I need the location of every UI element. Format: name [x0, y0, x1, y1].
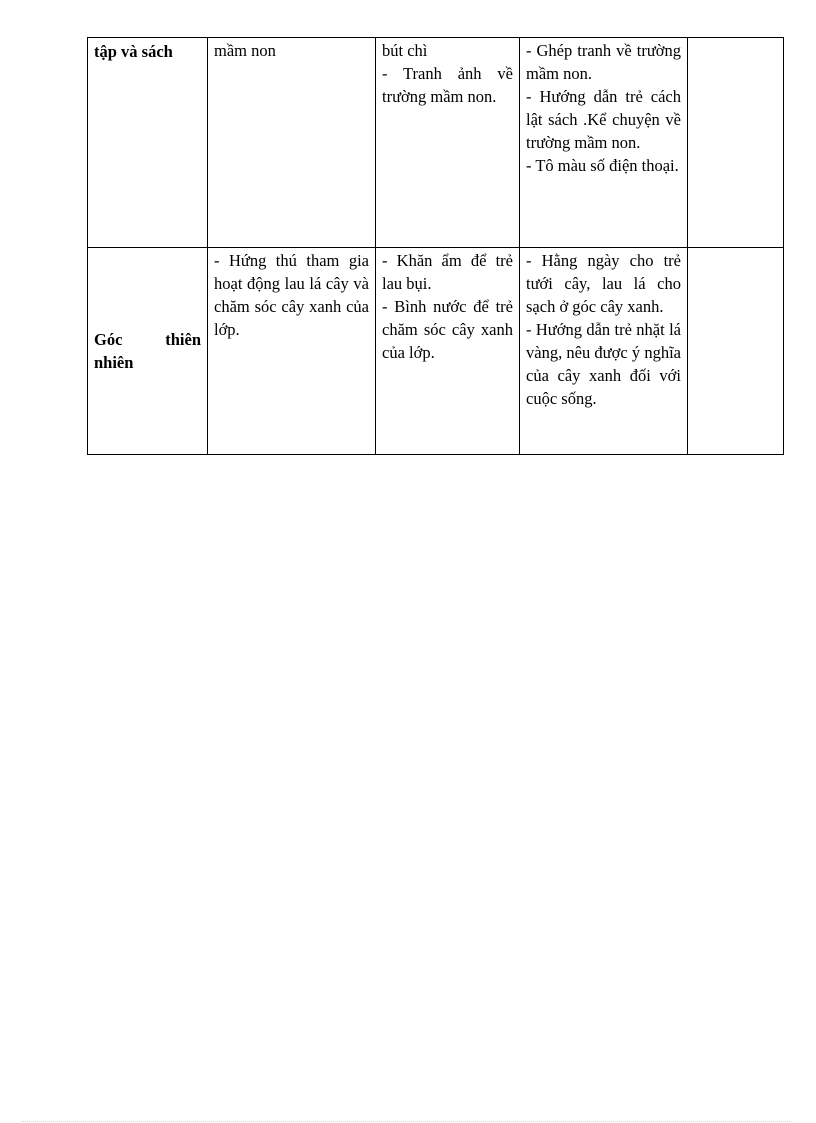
category-label: Góc thiên nhiên [94, 330, 201, 372]
activities-text: - Hằng ngày cho trẻ tưới cây, lau lá cho sạch ở góc cây xanh. - Hướng dẫn trẻ nhặt lá vàng, nêu được ý nghĩa của cây xanh đối với cuộc sống. [526, 251, 681, 408]
table-row [88, 248, 784, 455]
category-cell [88, 248, 208, 455]
category-cell [88, 38, 208, 248]
goal-text: - Hứng thú tham gia hoạt động lau lá cây và chăm sóc cây xanh của lớp. [214, 251, 369, 339]
materials-cell [376, 38, 520, 248]
activities-cell [520, 248, 688, 455]
activity-plan-table [87, 37, 784, 455]
notes-cell [688, 38, 784, 248]
activities-cell [520, 38, 688, 248]
page-bottom-divider [22, 1121, 792, 1122]
materials-text: bút chì - Tranh ảnh về trường mầm non. [382, 41, 513, 106]
table-row [88, 38, 784, 248]
materials-text: - Khăn ẩm để trẻ lau bụi. - Bình nước để trẻ chăm sóc cây xanh của lớp. [382, 251, 513, 362]
category-label: tập và sách [94, 42, 173, 61]
notes-cell [688, 248, 784, 455]
goal-cell [208, 38, 376, 248]
materials-cell [376, 248, 520, 455]
goal-text: mầm non [214, 41, 276, 60]
goal-cell [208, 248, 376, 455]
activities-text: - Ghép tranh về trường mầm non. - Hướng dẫn trẻ cách lật sách .Kể chuyện về trường mầm non. - Tô màu số điện thoại. [526, 41, 681, 175]
